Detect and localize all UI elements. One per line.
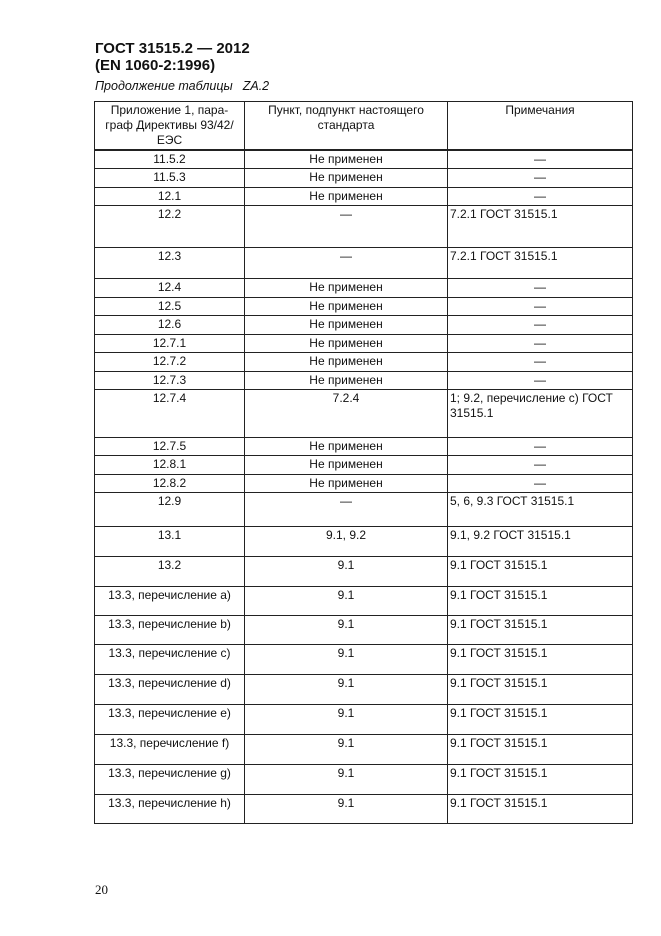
cell-notes: — [448, 335, 633, 353]
cell-directive-paragraph: 13.3, перечисление b) [95, 616, 245, 645]
cell-standard-clause: 9.1 [245, 795, 448, 824]
cell-directive-paragraph: 12.7.5 [95, 438, 245, 456]
cell-notes: 7.2.1 ГОСТ 31515.1 [448, 206, 633, 248]
cell-directive-paragraph: 12.7.2 [95, 353, 245, 372]
cell-notes: — [448, 316, 633, 335]
table-continuation-caption [95, 79, 269, 93]
cell-standard-clause: Не применен [245, 456, 448, 475]
table-row [95, 705, 633, 735]
table-row [95, 372, 633, 390]
cell-directive-paragraph: 13.3, перечисление d) [95, 675, 245, 705]
cell-standard-clause: 9.1 [245, 735, 448, 765]
table-row [95, 645, 633, 675]
cell-directive-paragraph: 12.7.4 [95, 390, 245, 438]
cell-notes: — [448, 298, 633, 316]
cell-standard-clause: 9.1, 9.2 [245, 527, 448, 557]
table-row [95, 493, 633, 527]
cell-standard-clause: Не применен [245, 298, 448, 316]
cell-directive-paragraph: 12.5 [95, 298, 245, 316]
cell-notes: — [448, 169, 633, 188]
table-row [95, 169, 633, 188]
cell-notes: — [448, 438, 633, 456]
table-row [95, 335, 633, 353]
cell-directive-paragraph: 12.8.2 [95, 475, 245, 493]
cell-notes: — [448, 475, 633, 493]
table-row [95, 587, 633, 616]
column-header-notes: Примечания [448, 102, 633, 151]
table-row [95, 298, 633, 316]
cell-directive-paragraph: 13.3, перечисление a) [95, 587, 245, 616]
cell-directive-paragraph: 13.1 [95, 527, 245, 557]
cell-directive-paragraph: 12.7.1 [95, 335, 245, 353]
cell-standard-clause: 9.1 [245, 557, 448, 587]
table-row [95, 456, 633, 475]
correspondence-table [94, 101, 633, 824]
cell-standard-clause: Не применен [245, 316, 448, 335]
cell-standard-clause: Не применен [245, 335, 448, 353]
cell-directive-paragraph: 12.7.3 [95, 372, 245, 390]
document-title: ГОСТ 31515.2 — 2012 [95, 40, 250, 57]
table-row [95, 316, 633, 335]
cell-notes: — [448, 372, 633, 390]
cell-notes: 9.1 ГОСТ 31515.1 [448, 795, 633, 824]
cell-directive-paragraph: 12.8.1 [95, 456, 245, 475]
cell-standard-clause: — [245, 206, 448, 248]
cell-standard-clause: 9.1 [245, 616, 448, 645]
cell-directive-paragraph: 12.1 [95, 188, 245, 206]
table-row [95, 527, 633, 557]
cell-standard-clause: 7.2.4 [245, 390, 448, 438]
cell-standard-clause: Не применен [245, 150, 448, 169]
cell-notes: 9.1 ГОСТ 31515.1 [448, 587, 633, 616]
cell-directive-paragraph: 13.3, перечисление f) [95, 735, 245, 765]
cell-notes: 9.1 ГОСТ 31515.1 [448, 705, 633, 735]
cell-directive-paragraph: 11.5.3 [95, 169, 245, 188]
cell-directive-paragraph: 12.6 [95, 316, 245, 335]
cell-notes: 9.1 ГОСТ 31515.1 [448, 735, 633, 765]
cell-directive-paragraph: 13.3, перечисление g) [95, 765, 245, 795]
cell-directive-paragraph: 12.9 [95, 493, 245, 527]
cell-directive-paragraph: 13.3, перечисление e) [95, 705, 245, 735]
table-row [95, 353, 633, 372]
cell-standard-clause: 9.1 [245, 645, 448, 675]
cell-directive-paragraph: 12.4 [95, 279, 245, 298]
table-row [95, 735, 633, 765]
cell-standard-clause: Не применен [245, 475, 448, 493]
cell-notes: 9.1 ГОСТ 31515.1 [448, 765, 633, 795]
table-id: ZA.2 [242, 79, 270, 93]
table-row [95, 150, 633, 169]
cell-notes: — [448, 353, 633, 372]
page-number: 20 [95, 882, 108, 897]
cell-standard-clause: Не применен [245, 353, 448, 372]
table-row [95, 616, 633, 645]
cell-directive-paragraph: 13.3, перечисление h) [95, 795, 245, 824]
continuation-label: Продолжение таблицы [95, 79, 233, 93]
cell-notes: — [448, 150, 633, 169]
table-row [95, 248, 633, 279]
cell-notes: 9.1 ГОСТ 31515.1 [448, 675, 633, 705]
table-row [95, 206, 633, 248]
cell-standard-clause: 9.1 [245, 765, 448, 795]
cell-standard-clause: — [245, 493, 448, 527]
cell-standard-clause: Не применен [245, 188, 448, 206]
cell-standard-clause: 9.1 [245, 675, 448, 705]
table-row [95, 795, 633, 824]
cell-standard-clause: Не применен [245, 438, 448, 456]
cell-directive-paragraph: 12.2 [95, 206, 245, 248]
cell-directive-paragraph: 13.3, перечисление c) [95, 645, 245, 675]
table-row [95, 438, 633, 456]
table-header-row [95, 102, 633, 151]
cell-notes: 9.1 ГОСТ 31515.1 [448, 616, 633, 645]
cell-standard-clause: 9.1 [245, 587, 448, 616]
cell-standard-clause: — [245, 248, 448, 279]
table-row [95, 765, 633, 795]
cell-directive-paragraph: 13.2 [95, 557, 245, 587]
column-header-directive: Приложение 1, пара-граф Директивы 93/42/ЕЭС [95, 102, 245, 151]
document-en-reference: (EN 1060-2:1996) [95, 57, 216, 74]
cell-notes: 9.1, 9.2 ГОСТ 31515.1 [448, 527, 633, 557]
cell-directive-paragraph: 11.5.2 [95, 150, 245, 169]
cell-notes: 5, 6, 9.3 ГОСТ 31515.1 [448, 493, 633, 527]
cell-notes: — [448, 279, 633, 298]
cell-notes: 7.2.1 ГОСТ 31515.1 [448, 248, 633, 279]
column-header-clause: Пункт, подпункт настоящего стандарта [245, 102, 448, 151]
table-row [95, 475, 633, 493]
table-row [95, 675, 633, 705]
cell-standard-clause: Не применен [245, 169, 448, 188]
cell-notes: 9.1 ГОСТ 31515.1 [448, 645, 633, 675]
cell-notes: 9.1 ГОСТ 31515.1 [448, 557, 633, 587]
cell-notes: — [448, 188, 633, 206]
table-row [95, 279, 633, 298]
cell-standard-clause: 9.1 [245, 705, 448, 735]
cell-notes: 1; 9.2, перечисление c) ГОСТ 31515.1 [448, 390, 633, 438]
cell-standard-clause: Не применен [245, 372, 448, 390]
table-row [95, 390, 633, 438]
table-row [95, 557, 633, 587]
cell-directive-paragraph: 12.3 [95, 248, 245, 279]
cell-notes: — [448, 456, 633, 475]
cell-standard-clause: Не применен [245, 279, 448, 298]
table-row [95, 188, 633, 206]
